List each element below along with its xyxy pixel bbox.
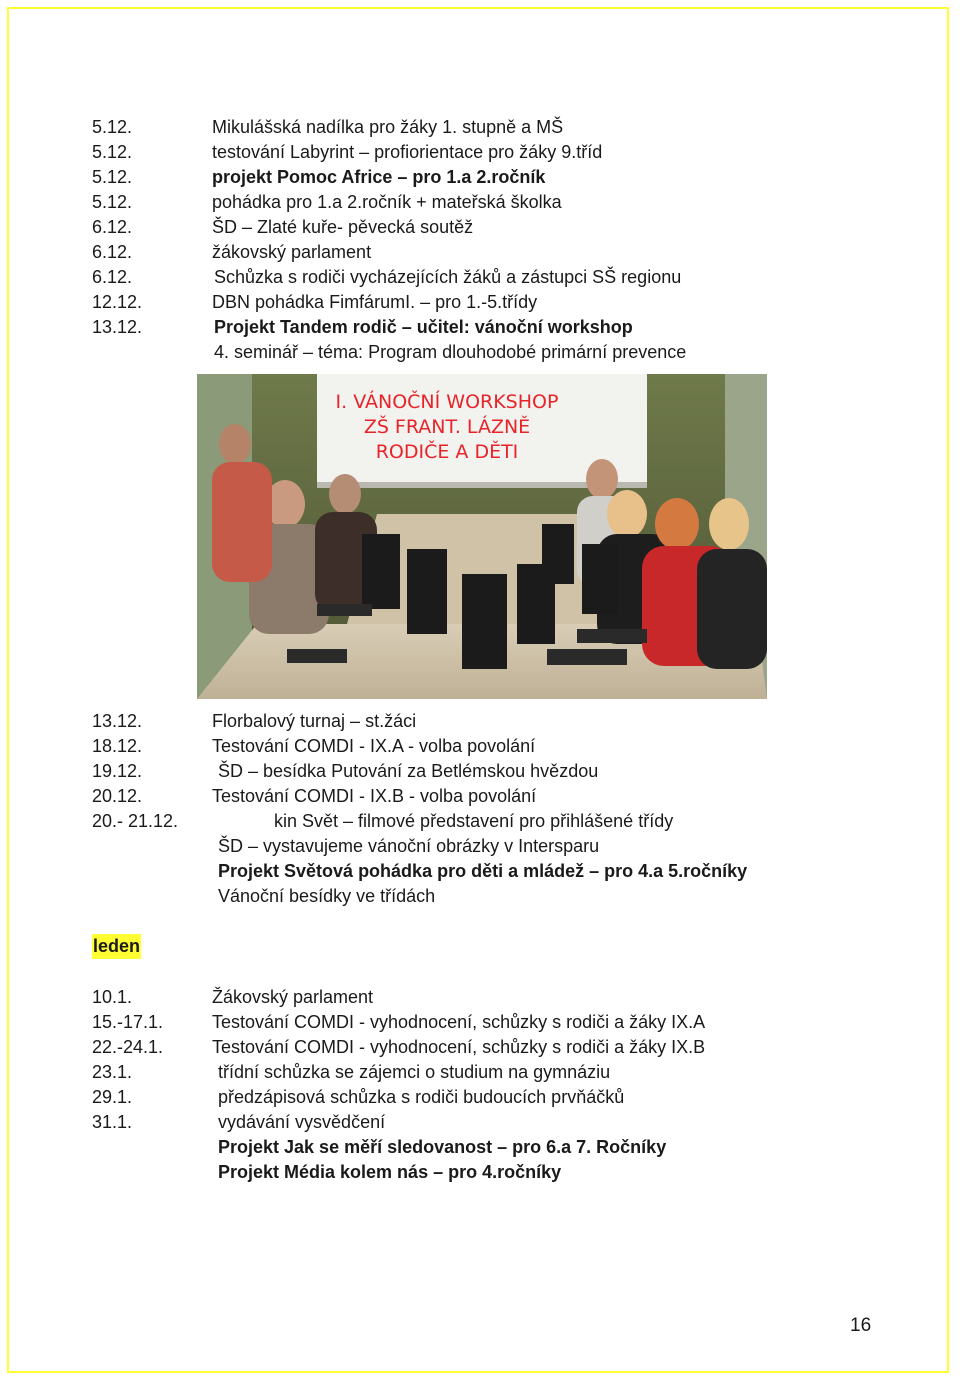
schedule-date: 5.12.: [92, 142, 133, 162]
workshop-photo: [197, 374, 767, 699]
schedule-event: Florbalový turnaj – st.žáci: [212, 711, 417, 731]
schedule-date: 20.12.: [92, 786, 143, 806]
schedule-event: testování Labyrint – profiorientace pro žáky 9.tříd: [212, 142, 603, 162]
schedule-event: Projekt Tandem rodič – učitel: vánoční workshop: [214, 317, 633, 337]
schedule-event: ŠD – Zlaté kuře- pěvecká soutěž: [212, 217, 474, 237]
schedule-date: 6.12.: [92, 267, 133, 287]
schedule-event: předzápisová schůzka s rodiči budoucích prvňáčků: [218, 1087, 625, 1107]
schedule-date: 29.1.: [92, 1087, 133, 1107]
schedule-event: pohádka pro 1.a 2.ročník + mateřská školka: [212, 192, 562, 212]
schedule-event: Vánoční besídky ve třídách: [218, 886, 436, 906]
schedule-event: ŠD – besídka Putování za Betlémskou hvězdou: [218, 761, 599, 781]
schedule-event: Testování COMDI - IX.B - volba povolání: [212, 786, 537, 806]
schedule-event: Projekt Světová pohádka pro děti a mládež – pro 4.a 5.ročníky: [218, 861, 748, 881]
schedule-date: 5.12.: [92, 167, 133, 187]
schedule-event: Mikulášská nadílka pro žáky 1. stupně a MŠ: [212, 117, 564, 137]
schedule-event: DBN pohádka FimfárumI. – pro 1.-5.třídy: [212, 292, 538, 312]
schedule-date: 5.12.: [92, 192, 133, 212]
schedule-event: Projekt Média kolem nás – pro 4.ročníky: [218, 1162, 562, 1182]
schedule-date: 15.-17.1.: [92, 1012, 164, 1032]
schedule-date: 6.12.: [92, 242, 133, 262]
schedule-event: projekt Pomoc Africe – pro 1.a 2.ročník: [212, 167, 546, 187]
schedule-event: vydávání vysvědčení: [218, 1112, 386, 1132]
schedule-event: třídní schůzka se zájemci o studium na gymnáziu: [218, 1062, 611, 1082]
workshop-photo-image: [197, 374, 767, 699]
schedule-event: Testování COMDI - vyhodnocení, schůzky s rodiči a žáky IX.B: [212, 1037, 706, 1057]
schedule-date: 22.-24.1.: [92, 1037, 164, 1057]
schedule-event: Žákovský parlament: [212, 987, 374, 1007]
photo-caption-line-1: I. VÁNOČNÍ WORKSHOP: [335, 391, 559, 413]
photo-caption-line-2: ZŠ FRANT. LÁZNĚ: [363, 416, 531, 438]
schedule-date: 20.- 21.12.: [92, 811, 179, 831]
page-number: 16: [850, 1315, 872, 1336]
schedule-event: Schůzka s rodiči vycházejících žáků a zástupci SŠ regionu: [214, 267, 682, 287]
schedule-date: 18.12.: [92, 736, 143, 756]
photo-caption-line-3: RODIČE A DĚTI: [375, 441, 519, 463]
schedule-date: 13.12.: [92, 317, 143, 337]
schedule-date: 13.12.: [92, 711, 143, 731]
schedule-event: Testování COMDI - vyhodnocení, schůzky s rodiči a žáky IX.A: [212, 1012, 706, 1032]
schedule-date: 19.12.: [92, 761, 143, 781]
schedule-date: 12.12.: [92, 292, 143, 312]
schedule-date: 31.1.: [92, 1112, 133, 1132]
schedule-event: ŠD – vystavujeme vánoční obrázky v Intersparu: [218, 836, 600, 856]
schedule-event: Projekt Jak se měří sledovanost – pro 6.a 7. Ročníky: [218, 1137, 667, 1157]
schedule-date: 6.12.: [92, 217, 133, 237]
schedule-event: žákovský parlament: [212, 242, 372, 262]
schedule-date: 23.1.: [92, 1062, 133, 1082]
document-page: [7, 7, 949, 1373]
schedule-event: Testování COMDI - IX.A - volba povolání: [212, 736, 536, 756]
month-heading: leden: [92, 934, 141, 959]
schedule-event: kin Svět – filmové představení pro přihlášené třídy: [274, 811, 674, 831]
schedule-date: 5.12.: [92, 117, 133, 137]
schedule-event: 4. seminář – téma: Program dlouhodobé primární prevence: [214, 342, 687, 362]
schedule-date: 10.1.: [92, 987, 133, 1007]
